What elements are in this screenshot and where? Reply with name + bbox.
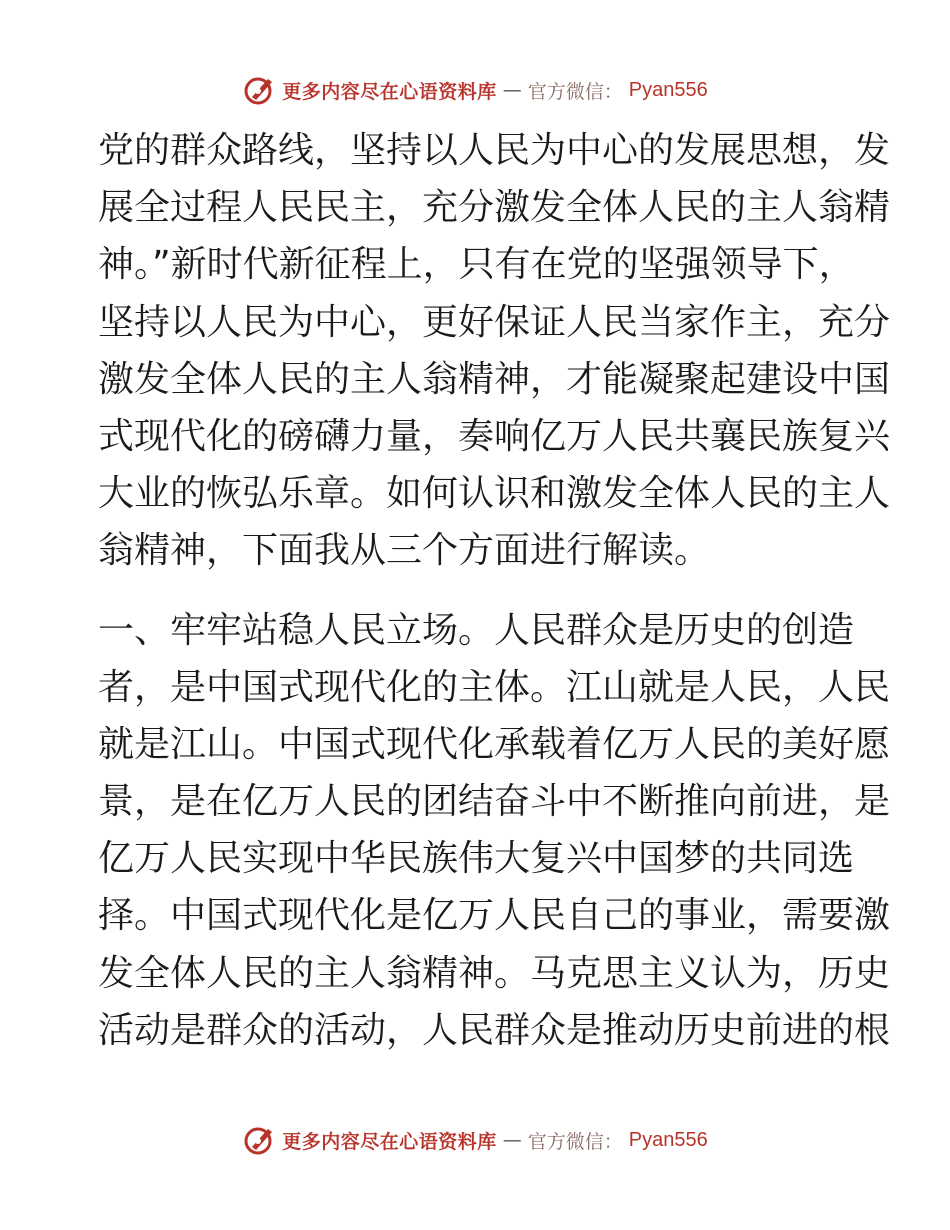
footer-dash: — (502, 1129, 522, 1151)
text-line: 就是江山。中国式现代化承载着亿万人民的美好愿 (98, 723, 891, 765)
paragraph-1 (98, 122, 891, 580)
header-dash: — (502, 79, 522, 101)
header-banner (0, 70, 950, 110)
text-line: 坚持以人民为中心，更好保证人民当家作主，充分 (98, 301, 891, 343)
header-wechat-id: Pyan556 (628, 78, 708, 101)
text-line: 神。”新时代新征程上，只有在党的坚强领导下， (98, 244, 855, 286)
header-title: 更多内容尽在心语资料库 (282, 80, 497, 103)
footer-banner (0, 1120, 950, 1160)
footer-wechat-label: 官方微信： (527, 1130, 623, 1153)
pen-logo-icon (242, 73, 276, 107)
footer-title: 更多内容尽在心语资料库 (282, 1130, 497, 1153)
text-line: 一、牢牢站稳人民立场。人民群众是历史的创造 (98, 609, 855, 651)
text-line: 翁精神，下面我从三个方面进行解读。 (98, 530, 711, 572)
text-line: 活动是群众的活动，人民群众是推动历史前进的根 (98, 1009, 891, 1051)
text-line: 亿万人民实现中华民族伟大复兴中国梦的共同选 (98, 838, 855, 880)
text-line: 展全过程人民民主，充分激发全体人民的主人翁精 (98, 187, 891, 229)
text-line: 式现代化的磅礴力量，奏响亿万人民共襄民族复兴 (98, 415, 891, 457)
text-line: 大业的恢弘乐章。如何认识和激发全体人民的主人 (98, 473, 891, 515)
header-wechat-label: 官方微信： (527, 80, 623, 103)
pen-logo-icon (242, 1123, 276, 1157)
text-line: 激发全体人民的主人翁精神，才能凝聚起建设中国 (98, 358, 891, 400)
text-line: 景，是在亿万人民的团结奋斗中不断推向前进，是 (98, 781, 891, 823)
paragraph-2 (98, 602, 891, 1060)
footer-wechat-id: Pyan556 (628, 1128, 708, 1151)
text-line: 择。中国式现代化是亿万人民自己的事业，需要激 (98, 895, 891, 937)
text-line: 党的群众路线，坚持以人民为中心的发展思想，发 (98, 130, 891, 171)
paragraph-gap (98, 580, 858, 602)
text-line: 者，是中国式现代化的主体。江山就是人民，人民 (98, 666, 891, 708)
document-body (98, 122, 891, 1059)
text-line: 发全体人民的主人翁精神。马克思主义认为，历史 (98, 952, 891, 994)
